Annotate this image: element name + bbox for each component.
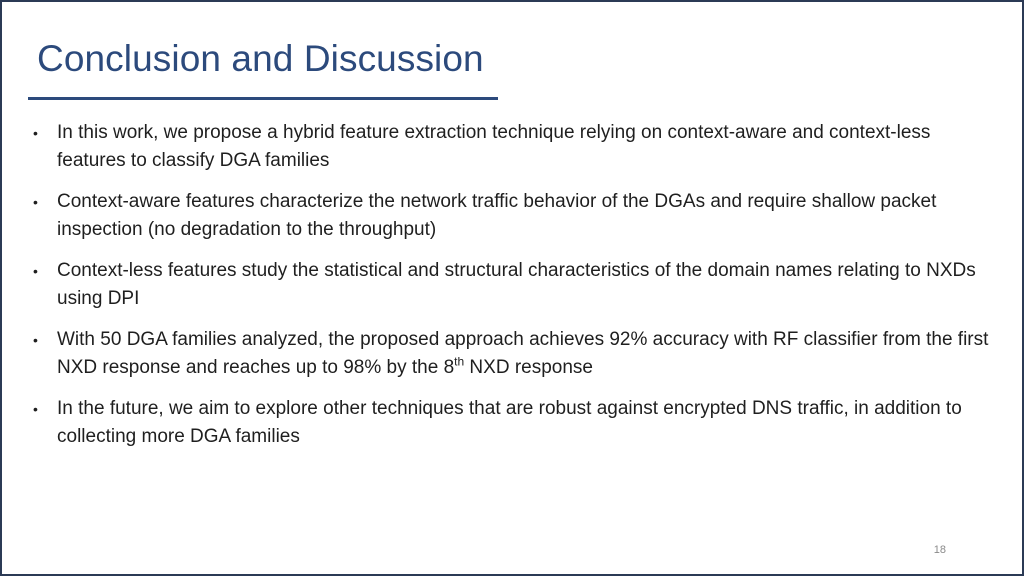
bullet-marker: • xyxy=(33,332,38,348)
bullet-text xyxy=(57,329,988,378)
bullet-item xyxy=(30,326,998,382)
bullet-text: In the future, we aim to explore other techniques that are robust against encrypted DNS traffic, in addition to collecting more DGA families xyxy=(57,398,962,447)
bullet-item xyxy=(30,395,998,451)
bullet-marker: • xyxy=(33,401,38,417)
bullet-list xyxy=(30,119,998,464)
bullet-marker: • xyxy=(33,125,38,141)
bullet-text-main: With 50 DGA families analyzed, the proposed approach achieves 92% accuracy with RF classifier from the first NXD response and reaches up to 98% by the 8 xyxy=(57,329,989,378)
bullet-item xyxy=(30,257,998,313)
bullet-text: Context-less features study the statistical and structural characteristics of the domain names relating to NXDs using DPI xyxy=(57,260,976,309)
slide-title: Conclusion and Discussion xyxy=(37,38,484,79)
bullet-item xyxy=(30,188,998,244)
page-number: 18 xyxy=(933,544,946,556)
bullet-text: In this work, we propose a hybrid feature extraction technique relying on context-aware and context-less features to classify DGA families xyxy=(57,122,931,171)
bullet-marker: • xyxy=(33,194,38,210)
ordinal-superscript: th xyxy=(454,354,465,369)
title-underline xyxy=(28,97,498,100)
bullet-text: Context-aware features characterize the network traffic behavior of the DGAs and require shallow packet inspection (no degradation to the throughput) xyxy=(57,191,937,240)
bullet-marker: • xyxy=(33,263,38,279)
bullet-item xyxy=(30,119,998,175)
bullet-text-tail: NXD response xyxy=(464,357,593,378)
